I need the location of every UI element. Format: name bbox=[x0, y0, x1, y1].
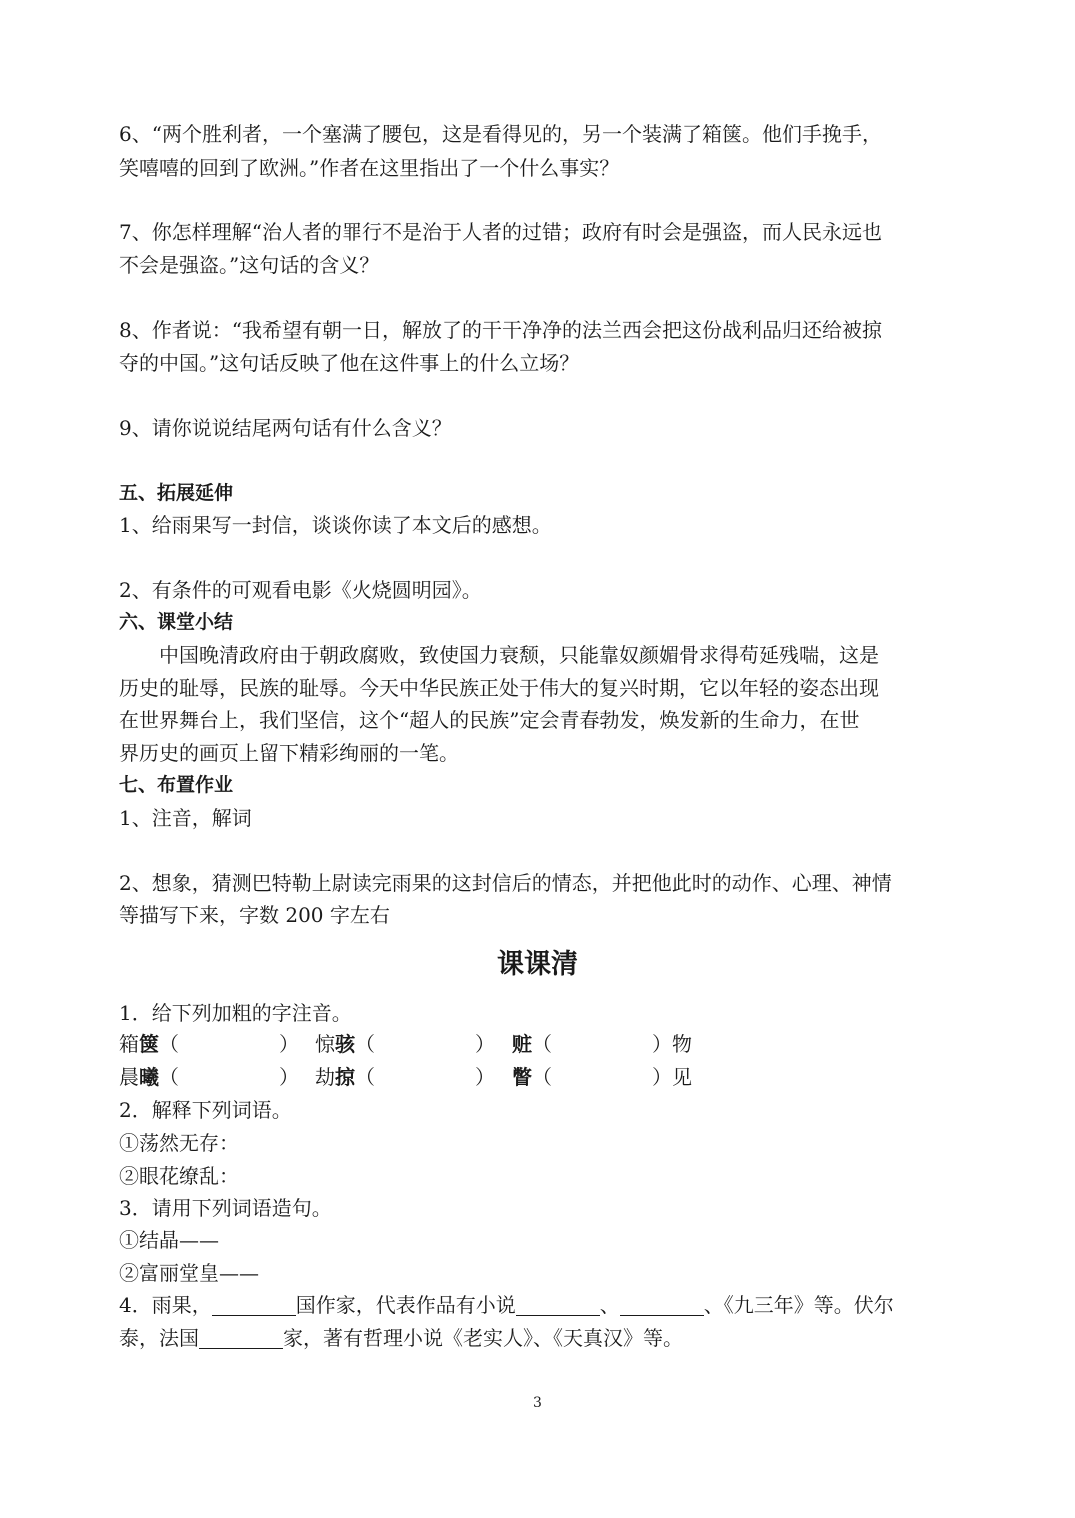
exercise-q4-line-1: 4．雨果， 国作家，代表作品有小说 、 、《九三年》等。伏尔 bbox=[119, 1293, 894, 1317]
bold-char: 骇 bbox=[335, 1032, 355, 1056]
fill-blank[interactable] bbox=[620, 1293, 704, 1316]
fill-blank[interactable] bbox=[516, 1293, 600, 1316]
pinyin-item: 劫掠（ ） bbox=[315, 1065, 495, 1089]
homework-item-1: 1、注音，解词 bbox=[119, 806, 252, 830]
exercise-q3-a: ①结晶—— bbox=[119, 1228, 219, 1252]
exercise-title: 课课清 bbox=[497, 949, 578, 980]
exercise-q3-b: ②富丽堂皇—— bbox=[119, 1261, 259, 1285]
exercise-q4-line-2: 泰，法国 家，著有哲理小说《老实人》、《天真汉》等。 bbox=[119, 1326, 683, 1350]
summary-line-1: 中国晚清政府由于朝政腐败，致使国力衰颓，只能靠奴颜媚骨求得苟延残喘，这是 bbox=[119, 643, 879, 667]
exercise-q2-a: ①荡然无存： bbox=[119, 1131, 239, 1155]
homework-item-2-line-1: 2、想象，猜测巴特勒上尉读完雨果的这封信后的情态，并把他此时的动作、心理、神情 bbox=[119, 871, 892, 895]
pinyin-item: 赃（ ）物 bbox=[512, 1032, 692, 1056]
exercise-q2: 2．解释下列词语。 bbox=[119, 1098, 292, 1122]
section-5-heading: 五、拓展延伸 bbox=[119, 482, 234, 504]
bold-char: 赃 bbox=[512, 1032, 532, 1056]
section-6-heading: 六、课堂小结 bbox=[119, 611, 234, 633]
question-8-line-1: 8、作者说：“我希望有朝一日，解放了的干干净净的法兰西会把这份战利品归还给被掠 bbox=[119, 318, 882, 342]
question-6-line-2: 笑嘻嘻的回到了欧洲。”作者在这里指出了一个什么事实？ bbox=[119, 156, 620, 180]
bold-char: 箧 bbox=[139, 1032, 159, 1056]
exercise-q2-b: ②眼花缭乱： bbox=[119, 1164, 239, 1188]
pinyin-item: 瞥（ ）见 bbox=[512, 1065, 692, 1089]
exercise-q1: 1．给下列加粗的字注音。 bbox=[119, 1001, 352, 1025]
question-7-line-2: 不会是强盗。”这句话的含义？ bbox=[119, 253, 380, 277]
section-5-item-2: 2、有条件的可观看电影《火烧圆明园》。 bbox=[119, 578, 482, 602]
bold-char: 瞥 bbox=[512, 1065, 532, 1089]
pinyin-item: 惊骇（ ） bbox=[315, 1032, 495, 1056]
summary-line-3: 在世界舞台上，我们坚信，这个“超人的民族”定会青春勃发，焕发新的生命力，在世 bbox=[119, 708, 860, 732]
fill-blank[interactable] bbox=[212, 1293, 296, 1316]
question-9: 9、请你说说结尾两句话有什么含义？ bbox=[119, 416, 452, 440]
pinyin-item: 晨曦（ ） bbox=[119, 1065, 299, 1089]
page-number: 3 bbox=[533, 1395, 542, 1411]
summary-line-4: 界历史的画页上留下精彩绚丽的一笔。 bbox=[119, 741, 459, 765]
exercise-q3: 3．请用下列词语造句。 bbox=[119, 1196, 332, 1220]
question-6-line-1: 6、“两个胜利者，一个塞满了腰包，这是看得见的，另一个装满了箱箧。他们手挽手， bbox=[119, 122, 882, 146]
section-7-heading: 七、布置作业 bbox=[119, 774, 234, 796]
homework-item-2-line-2: 等描写下来，字数 200 字左右 bbox=[119, 903, 390, 927]
question-7-line-1: 7、你怎样理解“治人者的罪行不是治于人者的过错；政府有时会是强盗，而人民永远也 bbox=[119, 220, 882, 244]
fill-blank[interactable] bbox=[199, 1326, 283, 1349]
question-8-line-2: 夺的中国。”这句话反映了他在这件事上的什么立场？ bbox=[119, 351, 580, 375]
section-5-item-1: 1、给雨果写一封信，谈谈你读了本文后的感想。 bbox=[119, 513, 552, 537]
pinyin-item: 箱箧（ ） bbox=[119, 1032, 299, 1056]
summary-line-2: 历史的耻辱，民族的耻辱。今天中华民族正处于伟大的复兴时期，它以年轻的姿态出现 bbox=[119, 676, 879, 700]
bold-char: 曦 bbox=[139, 1065, 159, 1089]
bold-char: 掠 bbox=[335, 1065, 355, 1089]
